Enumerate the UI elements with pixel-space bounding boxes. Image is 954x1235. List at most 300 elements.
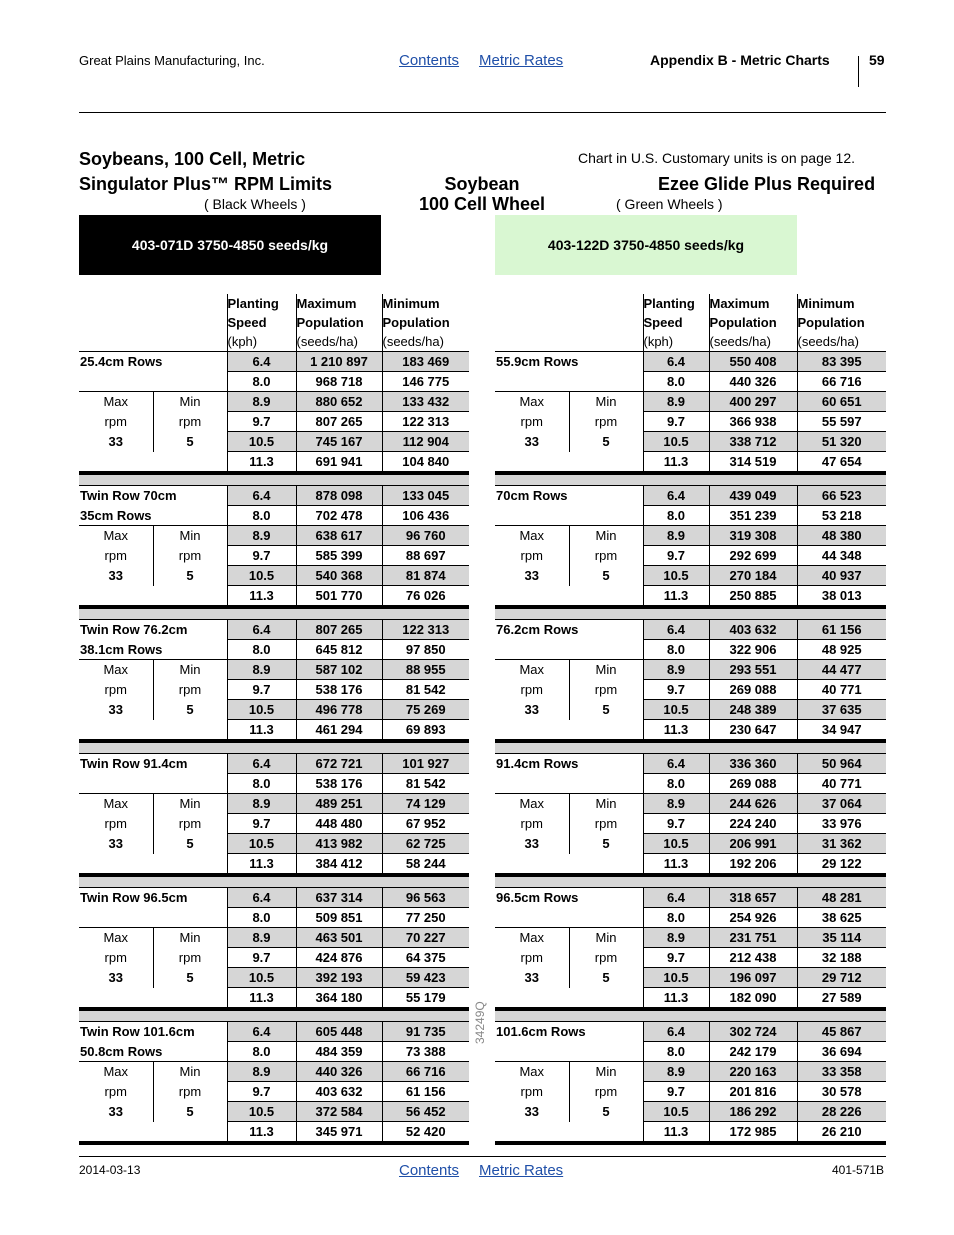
max-population-cell: 400 297 <box>709 392 797 412</box>
min-population-cell: 51 320 <box>797 432 886 452</box>
planting-speed-cell: 9.7 <box>643 412 709 432</box>
min-rpm-value: 5 <box>602 836 610 851</box>
min-rpm-label: Min <box>595 1064 617 1080</box>
planting-speed-cell: 8.0 <box>227 1042 296 1062</box>
header-rule <box>79 112 886 113</box>
max-population-cell: 550 408 <box>709 352 797 372</box>
min-population-cell: 31 362 <box>797 834 886 854</box>
row-spacing-label: 25.4cm Rows <box>79 352 227 372</box>
min-population-cell: 37 064 <box>797 794 886 814</box>
row-spacing-sublabel <box>495 372 643 392</box>
min-population-cell: 52 420 <box>405 1124 446 1139</box>
planting-speed-cell: 10.5 <box>643 432 709 452</box>
table-row <box>79 1042 469 1062</box>
max-rpm-label: Max <box>495 928 569 948</box>
table-row <box>495 700 886 720</box>
table-row <box>495 680 886 700</box>
min-rpm-value: 5 <box>602 1104 610 1119</box>
speed-header <box>643 294 709 352</box>
max-population-header <box>296 294 382 352</box>
min-rpm-label: Min <box>179 796 201 812</box>
planting-speed-cell: 9.7 <box>227 546 296 566</box>
min-population-cell: 146 775 <box>382 372 469 392</box>
min-population-cell: 62 725 <box>382 834 469 854</box>
max-population-cell: 230 647 <box>709 720 797 742</box>
planting-speed-cell: 9.7 <box>227 1082 296 1102</box>
table-row <box>79 888 469 908</box>
speed-header-line: (kph) <box>227 334 258 349</box>
planting-speed-cell: 11.3 <box>643 720 709 742</box>
planting-speed-cell: 8.0 <box>227 372 296 392</box>
table-row <box>79 660 469 680</box>
max-header-line: Population <box>296 315 364 330</box>
table-row <box>79 854 469 876</box>
min-population-cell: 122 313 <box>382 412 469 432</box>
black-wheel-rate-table <box>79 294 469 1145</box>
table-row <box>79 814 469 834</box>
min-rpm-value: 5 <box>602 434 610 449</box>
planting-speed-cell: 9.7 <box>643 680 709 700</box>
max-rpm-label: Max <box>495 1062 569 1082</box>
row-spacing-label: 70cm Rows <box>495 486 643 506</box>
table-row <box>495 660 886 680</box>
min-population-cell: 44 477 <box>797 660 886 680</box>
min-population-cell: 40 937 <box>797 566 886 586</box>
min-rpm-value: 5 <box>602 702 610 717</box>
min-population-cell: 106 436 <box>382 506 469 526</box>
min-population-cell: 183 469 <box>382 352 469 372</box>
max-population-cell: 461 294 <box>296 720 382 742</box>
min-header-line: Minimum <box>382 296 440 311</box>
min-population-cell: 77 250 <box>382 908 469 928</box>
row-spacing-label: Twin Row 76.2cm <box>79 620 227 640</box>
max-population-header <box>709 294 797 352</box>
planting-speed-cell: 9.7 <box>227 412 296 432</box>
rpm-unit-label: rpm <box>594 1084 618 1099</box>
rpm-unit-label: rpm <box>79 546 153 566</box>
max-population-cell: 319 308 <box>709 526 797 546</box>
max-population-cell: 364 180 <box>296 988 382 1010</box>
table-row <box>79 486 469 506</box>
table-row <box>79 586 469 608</box>
green-wheel-part-box: 403-122D 3750-4850 seeds/kg <box>495 215 797 275</box>
row-spacing-sublabel <box>79 908 227 928</box>
table-row <box>495 352 886 372</box>
planting-speed-cell: 6.4 <box>643 352 709 372</box>
planting-speed-cell: 8.9 <box>227 660 296 680</box>
planting-speed-cell: 10.5 <box>227 432 296 452</box>
figure-code: 34249Q <box>473 1001 487 1044</box>
max-population-cell: 807 265 <box>296 620 382 640</box>
max-rpm-label: Max <box>79 794 153 814</box>
planting-speed-cell: 8.9 <box>643 928 709 948</box>
rpm-unit-label: rpm <box>495 814 569 834</box>
footer-doc-number: 401-571B <box>832 1163 885 1177</box>
empty-cell <box>79 452 227 474</box>
table-row <box>79 620 469 640</box>
min-population-cell: 48 380 <box>797 526 886 546</box>
min-population-cell: 96 563 <box>382 888 469 908</box>
max-header-line: Maximum <box>709 296 770 311</box>
rpm-unit-label: rpm <box>178 950 202 965</box>
planting-speed-cell: 6.4 <box>643 1022 709 1042</box>
max-population-cell: 448 480 <box>296 814 382 834</box>
planting-speed-cell: 8.9 <box>643 526 709 546</box>
max-population-cell: 269 088 <box>709 774 797 794</box>
table-row <box>79 372 469 392</box>
min-population-cell: 36 694 <box>797 1042 886 1062</box>
speed-header <box>227 294 296 352</box>
min-rpm-value: 5 <box>602 970 610 985</box>
planting-speed-cell: 11.3 <box>227 720 296 742</box>
max-population-cell: 496 778 <box>296 700 382 720</box>
row-spacing-sublabel <box>495 774 643 794</box>
row-spacing-label: 101.6cm Rows <box>495 1022 643 1042</box>
rpm-unit-label: rpm <box>79 1082 153 1102</box>
min-population-cell: 28 226 <box>797 1102 886 1122</box>
min-population-cell: 81 542 <box>382 774 469 794</box>
planting-speed-cell: 6.4 <box>227 352 296 372</box>
table-row <box>495 1022 886 1042</box>
max-population-cell: 192 206 <box>709 854 797 876</box>
min-population-cell: 66 523 <box>797 486 886 506</box>
max-population-cell: 587 102 <box>296 660 382 680</box>
group-separator <box>79 1009 469 1022</box>
min-rpm-label: Min <box>179 930 201 946</box>
speed-header-line: (kph) <box>643 334 674 349</box>
max-rpm-value: 33 <box>495 968 569 988</box>
planting-speed-cell: 6.4 <box>643 620 709 640</box>
table-row <box>79 546 469 566</box>
empty-cell <box>79 586 227 608</box>
ezee-glide-note: Ezee Glide Plus Required <box>658 174 876 194</box>
row-spacing-sublabel <box>495 640 643 660</box>
empty-cell <box>79 720 227 742</box>
max-population-cell: 372 584 <box>296 1102 382 1122</box>
table-row <box>495 1082 886 1102</box>
empty-cell <box>495 988 643 1010</box>
max-rpm-label: Max <box>79 1062 153 1082</box>
table-row <box>495 948 886 968</box>
empty-cell <box>495 720 643 742</box>
table-row <box>495 432 886 452</box>
table-row <box>79 754 469 774</box>
min-population-cell: 70 227 <box>382 928 469 948</box>
min-population-cell: 133 045 <box>382 486 469 506</box>
max-rpm-label: Max <box>495 794 569 814</box>
row-spacing-label: Twin Row 96.5cm <box>79 888 227 908</box>
min-population-cell: 50 964 <box>797 754 886 774</box>
max-population-cell: 201 816 <box>709 1082 797 1102</box>
planting-speed-cell: 8.0 <box>227 506 296 526</box>
footer-date: 2014-03-13 <box>79 1163 141 1177</box>
table-row <box>79 968 469 988</box>
table-row <box>79 700 469 720</box>
min-population-cell: 33 976 <box>797 814 886 834</box>
page-number: 59 <box>869 52 885 68</box>
min-rpm-value: 5 <box>186 702 194 717</box>
table-row <box>79 1102 469 1122</box>
planting-speed-cell: 8.9 <box>643 392 709 412</box>
table-row <box>495 854 886 876</box>
planting-speed-cell: 10.5 <box>643 968 709 988</box>
table-row <box>495 1042 886 1062</box>
max-population-cell: 807 265 <box>296 412 382 432</box>
max-population-cell: 538 176 <box>296 774 382 794</box>
max-population-cell: 392 193 <box>296 968 382 988</box>
rpm-unit-label: rpm <box>178 548 202 563</box>
planting-speed-cell: 10.5 <box>227 1102 296 1122</box>
max-population-cell: 336 360 <box>709 754 797 774</box>
footer-contents-link[interactable]: Contents <box>399 1162 460 1179</box>
footer-metric-rates-link[interactable]: Metric Rates <box>479 1162 564 1179</box>
min-rpm-value: 5 <box>186 970 194 985</box>
planting-speed-cell: 10.5 <box>643 1102 709 1122</box>
company-name: Great Plains Manufacturing, Inc. <box>79 53 265 68</box>
footer-rule <box>79 1156 886 1157</box>
max-population-cell: 248 389 <box>709 700 797 720</box>
max-population-cell: 269 088 <box>709 680 797 700</box>
max-population-cell: 637 314 <box>296 888 382 908</box>
max-population-cell: 672 721 <box>296 754 382 774</box>
table-row <box>79 412 469 432</box>
planting-speed-cell: 6.4 <box>227 486 296 506</box>
empty-cell <box>495 1122 643 1142</box>
min-population-cell: 34 947 <box>821 722 862 737</box>
min-population-cell: 101 927 <box>382 754 469 774</box>
max-population-cell: 638 617 <box>296 526 382 546</box>
contents-link[interactable]: Contents <box>399 52 460 69</box>
table-row <box>495 928 886 948</box>
max-rpm-label: Max <box>79 660 153 680</box>
max-population-cell: 318 657 <box>709 888 797 908</box>
max-population-cell: 691 941 <box>296 452 382 474</box>
planting-speed-cell: 10.5 <box>643 566 709 586</box>
planting-speed-cell: 11.3 <box>643 452 709 474</box>
table-row <box>79 908 469 928</box>
min-population-cell: 60 651 <box>797 392 886 412</box>
max-population-cell: 224 240 <box>709 814 797 834</box>
min-rpm-value: 5 <box>186 434 194 449</box>
min-population-cell: 33 358 <box>797 1062 886 1082</box>
planting-speed-cell: 11.3 <box>643 988 709 1010</box>
planting-speed-cell: 6.4 <box>643 888 709 908</box>
max-rpm-value: 33 <box>79 700 153 720</box>
row-spacing-label: Twin Row 91.4cm <box>79 754 227 774</box>
max-rpm-label: Max <box>79 928 153 948</box>
planting-speed-cell: 9.7 <box>227 680 296 700</box>
max-population-cell: 968 718 <box>296 372 382 392</box>
planting-speed-cell: 8.0 <box>643 774 709 794</box>
min-population-cell: 48 281 <box>797 888 886 908</box>
planting-speed-cell: 10.5 <box>227 968 296 988</box>
max-population-cell: 702 478 <box>296 506 382 526</box>
planting-speed-cell: 8.0 <box>227 908 296 928</box>
planting-speed-cell: 8.0 <box>643 506 709 526</box>
planting-speed-cell: 6.4 <box>643 754 709 774</box>
max-population-cell: 424 876 <box>296 948 382 968</box>
min-population-cell: 66 716 <box>382 1062 469 1082</box>
min-population-cell: 67 952 <box>382 814 469 834</box>
planting-speed-cell: 8.9 <box>227 1062 296 1082</box>
min-population-cell: 30 578 <box>797 1082 886 1102</box>
black-wheels-label: ( Black Wheels ) <box>204 196 306 212</box>
planting-speed-cell: 9.7 <box>643 1082 709 1102</box>
min-population-cell: 29 122 <box>821 856 862 871</box>
max-population-cell: 250 885 <box>709 586 797 608</box>
rpm-unit-label: rpm <box>178 414 202 429</box>
customary-units-note: Chart in U.S. Customary units is on page 12. <box>578 150 856 166</box>
planting-speed-cell: 11.3 <box>643 1122 709 1142</box>
table-row <box>79 834 469 854</box>
min-population-cell: 64 375 <box>382 948 469 968</box>
max-header-line: (seeds/ha) <box>709 334 771 349</box>
max-rpm-value: 33 <box>495 700 569 720</box>
min-population-cell: 32 188 <box>797 948 886 968</box>
table-row <box>79 640 469 660</box>
min-rpm-label: Min <box>179 394 201 410</box>
table-row <box>79 452 469 474</box>
group-separator <box>79 741 469 754</box>
table-row <box>79 1122 469 1142</box>
min-header-line: (seeds/ha) <box>797 334 859 349</box>
group-separator <box>495 607 886 620</box>
max-header-line: Maximum <box>296 296 357 311</box>
min-population-cell: 75 269 <box>382 700 469 720</box>
rpm-unit-label: rpm <box>594 414 618 429</box>
group-separator <box>495 875 886 888</box>
table-row <box>79 392 469 412</box>
planting-speed-cell: 10.5 <box>227 834 296 854</box>
group-separator <box>495 473 886 486</box>
max-population-cell: 302 724 <box>709 1022 797 1042</box>
max-population-cell: 439 049 <box>709 486 797 506</box>
group-separator <box>79 875 469 888</box>
metric-rates-link[interactable]: Metric Rates <box>479 52 564 69</box>
row-spacing-label: 96.5cm Rows <box>495 888 643 908</box>
min-population-cell: 45 867 <box>797 1022 886 1042</box>
planting-speed-cell: 9.7 <box>227 814 296 834</box>
min-population-cell: 88 697 <box>382 546 469 566</box>
empty-cell <box>79 1122 227 1142</box>
table-row <box>495 834 886 854</box>
max-rpm-value: 33 <box>495 566 569 586</box>
rpm-unit-label: rpm <box>495 680 569 700</box>
planting-speed-cell: 10.5 <box>643 700 709 720</box>
max-population-cell: 489 251 <box>296 794 382 814</box>
planting-speed-cell: 9.7 <box>643 814 709 834</box>
table-row <box>495 794 886 814</box>
planting-speed-cell: 11.3 <box>227 1122 296 1142</box>
table-row <box>495 988 886 1010</box>
table-row <box>495 1062 886 1082</box>
max-population-cell: 322 906 <box>709 640 797 660</box>
planting-speed-cell: 8.9 <box>227 928 296 948</box>
min-population-cell: 55 597 <box>797 412 886 432</box>
green-wheel-rate-table <box>495 294 886 1145</box>
max-rpm-value: 33 <box>79 1102 153 1122</box>
rpm-unit-label: rpm <box>594 950 618 965</box>
table-end-bar <box>495 1141 886 1145</box>
row-spacing-label: 76.2cm Rows <box>495 620 643 640</box>
row-spacing-sublabel: 38.1cm Rows <box>79 640 227 660</box>
min-population-cell: 66 716 <box>797 372 886 392</box>
empty-cell <box>79 988 227 1010</box>
max-rpm-value: 33 <box>79 968 153 988</box>
max-population-cell: 212 438 <box>709 948 797 968</box>
max-rpm-value: 33 <box>495 432 569 452</box>
max-population-cell: 403 632 <box>296 1082 382 1102</box>
min-population-cell: 76 026 <box>405 588 446 603</box>
min-population-header <box>797 294 886 352</box>
table-row <box>79 928 469 948</box>
row-spacing-sublabel: 50.8cm Rows <box>79 1042 227 1062</box>
max-rpm-value: 33 <box>79 432 153 452</box>
table-row <box>495 486 886 506</box>
max-population-cell: 878 098 <box>296 486 382 506</box>
min-population-cell: 96 760 <box>382 526 469 546</box>
min-rpm-value: 5 <box>186 568 194 583</box>
table-row <box>495 372 886 392</box>
rpm-unit-label: rpm <box>79 680 153 700</box>
max-population-cell: 345 971 <box>296 1122 382 1142</box>
planting-speed-cell: 8.0 <box>643 1042 709 1062</box>
min-population-cell: 37 635 <box>797 700 886 720</box>
black-wheel-part-box: 403-071D 3750-4850 seeds/kg <box>79 215 381 275</box>
min-rpm-label: Min <box>179 1064 201 1080</box>
min-rpm-label: Min <box>179 528 201 544</box>
min-header-line: (seeds/ha) <box>382 334 444 349</box>
rpm-unit-label: rpm <box>594 682 618 697</box>
planting-speed-cell: 8.0 <box>227 640 296 660</box>
min-population-cell: 56 452 <box>382 1102 469 1122</box>
min-rpm-value: 5 <box>602 568 610 583</box>
header-divider <box>858 56 859 87</box>
max-population-cell: 645 812 <box>296 640 382 660</box>
min-population-cell: 81 874 <box>382 566 469 586</box>
table-row <box>495 968 886 988</box>
table-row <box>79 948 469 968</box>
planting-speed-cell: 6.4 <box>227 1022 296 1042</box>
rpm-unit-label: rpm <box>594 548 618 563</box>
rpm-unit-label: rpm <box>79 948 153 968</box>
speed-header-line: Planting <box>643 296 695 311</box>
max-population-cell: 1 210 897 <box>296 352 382 372</box>
max-header-line: (seeds/ha) <box>296 334 358 349</box>
max-population-cell: 484 359 <box>296 1042 382 1062</box>
planting-speed-cell: 9.7 <box>643 546 709 566</box>
table-row <box>495 640 886 660</box>
planting-speed-cell: 11.3 <box>227 586 296 608</box>
min-population-cell: 74 129 <box>382 794 469 814</box>
max-population-cell: 254 926 <box>709 908 797 928</box>
min-population-cell: 27 589 <box>821 990 862 1005</box>
table-row <box>495 586 886 608</box>
table-row <box>495 620 886 640</box>
max-population-cell: 338 712 <box>709 432 797 452</box>
empty-cell <box>495 854 643 876</box>
min-population-cell: 47 654 <box>821 454 862 469</box>
max-rpm-label: Max <box>495 526 569 546</box>
planting-speed-cell: 8.9 <box>643 1062 709 1082</box>
max-population-cell: 538 176 <box>296 680 382 700</box>
min-population-cell: 69 893 <box>405 722 446 737</box>
min-population-header <box>382 294 469 352</box>
min-population-cell: 26 210 <box>821 1124 862 1139</box>
max-population-cell: 314 519 <box>709 452 797 474</box>
planting-speed-cell: 10.5 <box>227 566 296 586</box>
max-population-cell: 196 097 <box>709 968 797 988</box>
